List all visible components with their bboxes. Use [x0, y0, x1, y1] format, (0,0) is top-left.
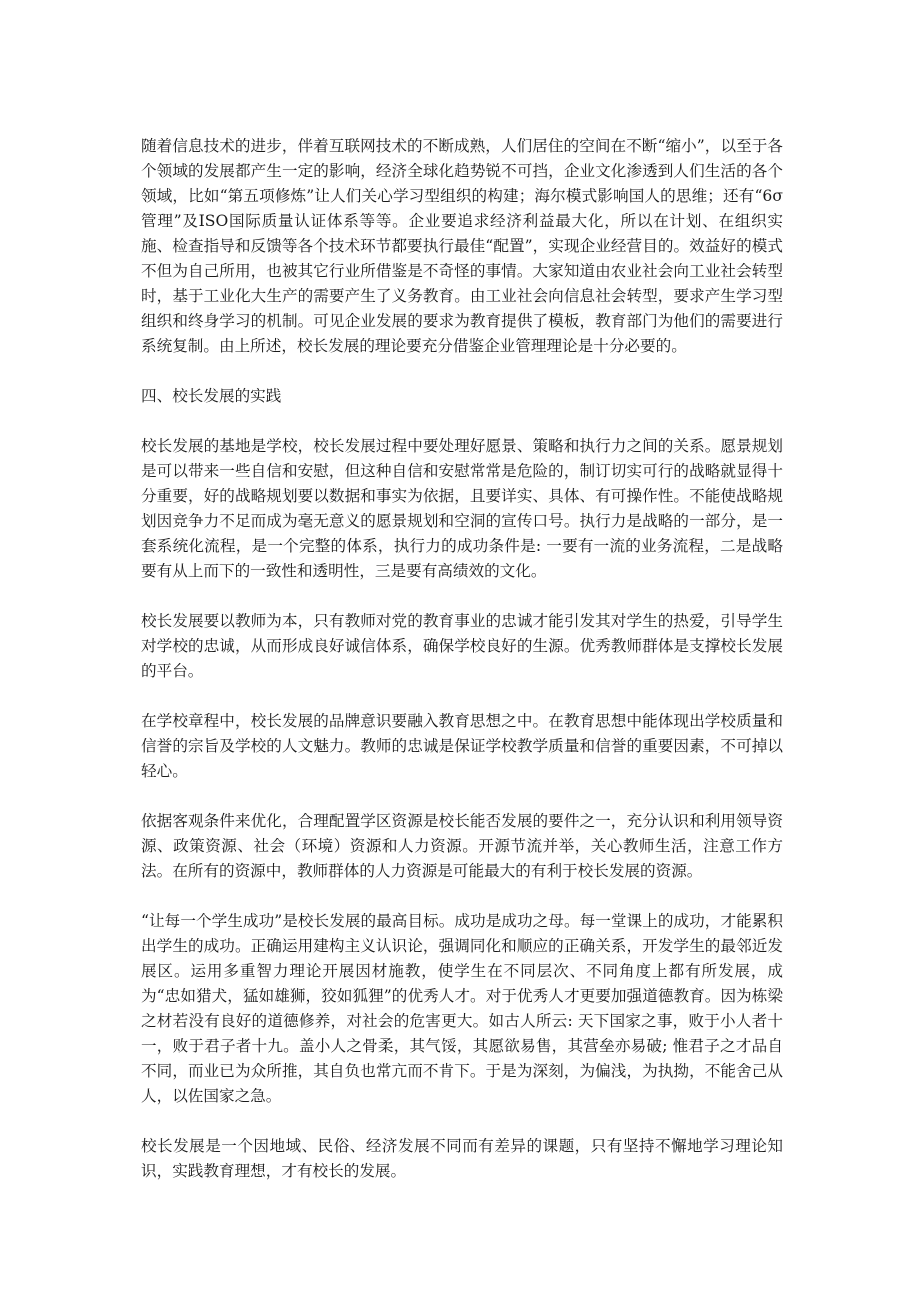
paragraph-school-charter-brand: 在学校章程中，校长发展的品牌意识要融入教育思想之中。在教育思想中能体现出学校质量和信誉的宗旨及学校的人文魅力。教师的忠诚是保证学校教学质量和信誉的重要因素，不可掉以轻心。 [141, 712, 783, 780]
section-heading-practice: 四、校长发展的实践 [141, 387, 282, 405]
paragraph-vision-strategy-execution: 校长发展的基地是学校，校长发展过程中要处理好愿景、策略和执行力之间的关系。愿景规划是可以带来一些自信和安慰，但这种自信和安慰常常是危险的，制订切实可行的战略就显得十分重要，好的战略规划要以数据和事实为依据，且要详实、具体、有可操作性。不能使战略规划因竞争力不足而成为毫无意义的愿景规划和空洞的宣传口号。执行力是战略的一部分，是一套系统化流程，是一个完整的体系，执行力的成功条件是: 一要有一流的业务流程，二是战略要有从上而下的一致性和透明性，三是要有高绩效的文化。 [141, 437, 783, 580]
paragraph-student-success: “让每一个学生成功”是校长发展的最高目标。成功是成功之母。每一堂课上的成功，才能累积出学生的成功。正确运用建构主义认识论，强调同化和顺应的正确关系，开发学生的最邻近发展区。运用多重智力理论开展因材施教，使学生在不同层次、不同角度上都有所发展，成为“忠如猎犬，猛如雄狮，狡如狐狸”的优秀人才。对于优秀人才更要加强道德教育。因为栋梁之材若没有良好的道德修养，对社会的危害更大。如古人所云: 天下国家之事，败于小人者十一，败于君子者十九。盖小人之骨柔，其气馁，其愿欲易售，其营垒亦易破; 惟君子之才品自不同，而业已为众所推，其自负也常亢而不肯下。于是为深刻，为偏浅，为执拗，不能舍己从人，以佐国家之急。 [141, 912, 783, 1105]
document-body [141, 134, 783, 1209]
paragraph-resource-allocation: 依据客观条件来优化，合理配置学区资源是校长能否发展的要件之一，充分认识和利用领导资源、政策资源、社会（环境）资源和人力资源。开源节流并举，关心教师生活，注意工作方法。在所有的资源中，教师群体的人力资源是可能最大的有利于校长发展的资源。 [141, 812, 783, 880]
paragraph-conclusion: 校长发展是一个因地域、民俗、经济发展不同而有差异的课题，只有坚持不懈地学习理论知识，实践教育理想，才有校长的发展。 [141, 1137, 783, 1180]
paragraph-intro-enterprise-theory: 随着信息技术的进步，伴着互联网技术的不断成熟，人们居住的空间在不断“缩小”，以至于各个领域的发展都产生一定的影响，经济全球化趋势锐不可挡，企业文化渗透到人们生活的各个领域，比如“第五项修炼”让人们关心学习型组织的构建；海尔模式影响国人的思维；还有“6σ管理”及ISO国际质量认证体系等等。企业要追求经济利益最大化，所以在计划、在组织实施、检查指导和反馈等各个技术环节都要执行最佳“配置”，实现企业经营目的。效益好的模式不但为自己所用，也被其它行业所借鉴是不奇怪的事情。大家知道由农业社会向工业社会转型时，基于工业化大生产的需要产生了义务教育。由工业社会向信息社会转型，要求产生学习型组织和终身学习的机制。可见企业发展的要求为教育提供了模板，教育部门为他们的需要进行系统复制。由上所述，校长发展的理论要充分借鉴企业管理理论是十分必要的。 [141, 137, 783, 355]
paragraph-teacher-centered: 校长发展要以教师为本，只有教师对党的教育事业的忠诚才能引发其对学生的热爱，引导学生对学校的忠诚，从而形成良好诚信体系，确保学校良好的生源。优秀教师群体是支撑校长发展的平台。 [141, 612, 783, 680]
